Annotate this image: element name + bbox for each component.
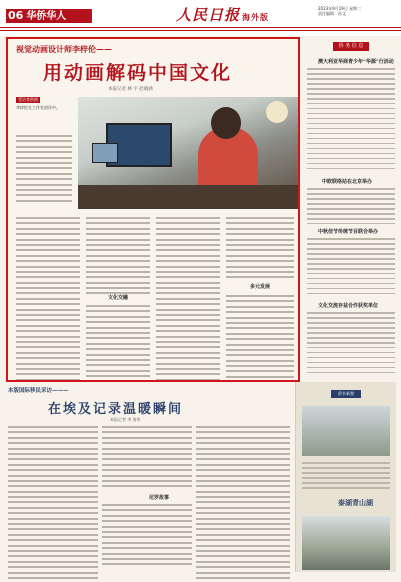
person-head-image (211, 107, 241, 139)
bottom-byline: 本报记者 李 海华 (110, 417, 141, 422)
caption-text: 李梓伦在工作室创作中。 (16, 104, 60, 110)
bottom-headline: 在埃及记录温暖瞬间 (48, 402, 184, 417)
bottom-column-1 (8, 426, 98, 582)
page-number: 06 (8, 9, 24, 22)
masthead-logo (176, 4, 269, 25)
article-kicker: 视觉动画设计师李梓伦—— (16, 44, 112, 54)
subhead-1-wrap (86, 294, 150, 303)
text-column-5b (226, 295, 294, 381)
lake-photo (302, 516, 390, 570)
text-column-2 (16, 217, 80, 382)
bottom-kicker: 本版国际移民采访——— (8, 388, 69, 394)
main-article (6, 37, 300, 382)
landscape-photo (302, 406, 390, 456)
section-name: 华侨华人 (26, 11, 67, 22)
bottom-column-2 (102, 426, 192, 491)
subhead-2-wrap (226, 283, 294, 292)
bottom-right-caption: 泰湖青山湖 (338, 498, 373, 507)
text-column-3b (86, 305, 150, 380)
sidebar-tag: 侨 务 信 息 (333, 42, 369, 51)
bottom-right-tag: 侨乡新貌 (331, 390, 361, 398)
sidebar-item-title: 澳大利亚华商青少年“华源”行活动 (318, 59, 394, 65)
issue-date (318, 6, 361, 16)
article-subhead: 文化交融 (107, 295, 128, 301)
sidebar-item-title: 文化交流存益合作获奖单位 (318, 303, 379, 309)
sidebar-item-title: 中欧联络站在北京举办 (322, 179, 373, 185)
date-line: 2023年9月19日 星期二 (318, 6, 362, 11)
sidebar-item-body (307, 238, 395, 298)
tablet-image (92, 143, 118, 163)
header-divider-thin (0, 30, 401, 31)
text-column-1 (16, 135, 72, 205)
sidebar-item-body (307, 68, 395, 173)
article-byline: 本报记者 林 宇 赵晓涵 (108, 87, 153, 92)
bottom-right-panel (295, 382, 396, 572)
text-column-3 (86, 217, 150, 298)
sidebar-item-body (307, 312, 395, 377)
text-column-4 (156, 217, 220, 382)
desk-image (78, 185, 298, 209)
bottom-column-3 (196, 426, 290, 582)
lamp-image (266, 101, 288, 123)
masthead-subtitle: 海外版 (242, 12, 270, 22)
sidebar-item-body (307, 188, 395, 228)
article-photo (78, 97, 298, 209)
masthead-title: 人民日报 (176, 6, 241, 24)
page-section-badge (6, 9, 92, 23)
sidebar-item-title: 中秋佳节传统节目联合举办 (318, 229, 379, 235)
bottom-subhead: 尼罗故事 (149, 495, 170, 501)
bottom-column-2b (102, 504, 192, 569)
bottom-right-text (302, 462, 390, 492)
article-subhead: 多元发展 (249, 284, 270, 290)
photo-caption (16, 97, 72, 110)
header-divider (0, 27, 401, 28)
text-column-5 (226, 217, 294, 282)
caption-tag: 受访者供图 (18, 97, 38, 102)
editor-line: 责任编辑：孙文 (318, 11, 346, 16)
article-headline: 用动画解码中国文化 (43, 62, 233, 84)
